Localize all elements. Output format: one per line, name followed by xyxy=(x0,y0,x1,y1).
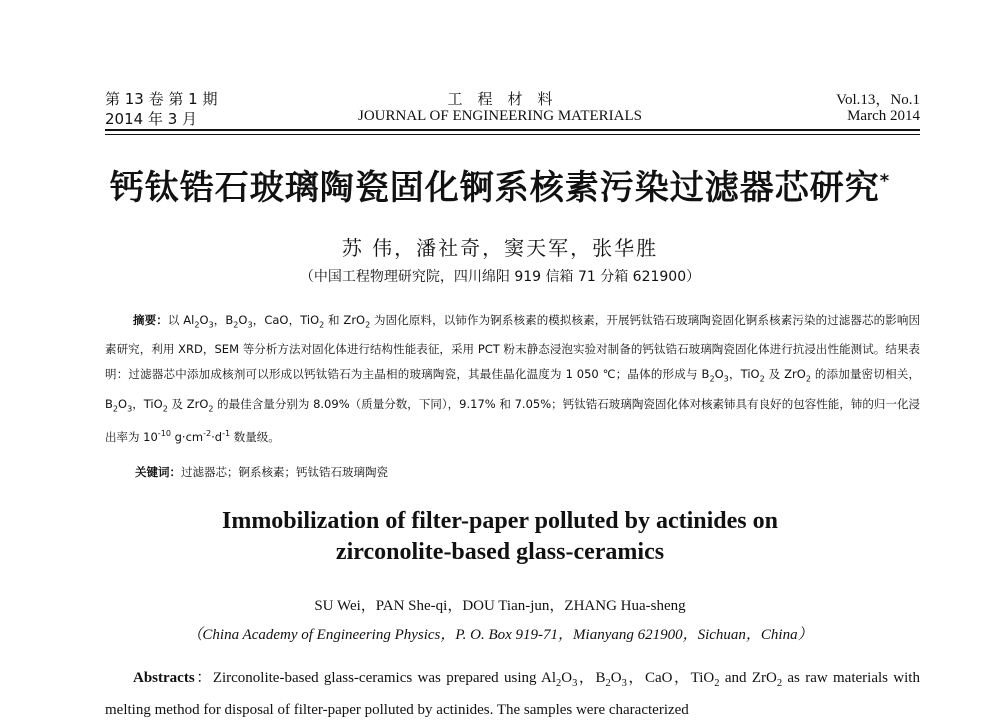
subscript: 2 xyxy=(208,403,214,413)
subscript: 3 xyxy=(572,678,578,689)
subscript: 3 xyxy=(723,374,729,384)
header-date-cn: 2014 年 3 月 xyxy=(105,110,198,128)
abstract-cn xyxy=(105,308,920,450)
abstract-cn-text: ，B xyxy=(213,313,234,327)
abstract-cn-text: ，TiO xyxy=(132,396,163,411)
title-en-line2: zirconolite-based glass-ceramics xyxy=(335,539,665,565)
title-en xyxy=(0,506,1000,568)
keywords-cn-text: 过滤器芯；锕系核素；钙钛锆石玻璃陶瓷 xyxy=(181,465,388,479)
subscript: 2 xyxy=(555,678,562,689)
header-journal-cn: 工 程 材 料 xyxy=(447,90,553,108)
abstract-en-text: as raw materials with melting method for disposal of filter-paper polluted by actinides. The samples were characterized xyxy=(105,670,920,718)
superscript: -10 xyxy=(157,428,171,438)
authors-en: SU Wei，PAN She-qi，DOU Tian-jun，ZHANG Hua-sheng xyxy=(314,598,686,614)
header-volume-en: Vol.13，No.1 xyxy=(836,92,920,108)
abstract-cn-text: ，CaO，TiO xyxy=(252,313,320,327)
superscript: -1 xyxy=(222,428,231,438)
subscript: 2 xyxy=(319,320,325,330)
abstract-cn-text: 为固化原料，以铈作为锕系核素的模拟核素，开展钙钛锆石玻璃陶瓷固化锕系核素污染的过滤器芯的影响因素研究，利用 XRD，SEM 等分析方法对固化体进行结构性能表征，采用 PCT 粉末静态浸泡实验对制备的钙钛锆石玻璃陶瓷固化体进行抗浸出性能测试。结果表明：过滤器芯中添加成核剂可以形成以钙钛锆石为主晶相的玻璃陶瓷，其最佳晶化温度为 1 050 ℃；晶体的形成与 B xyxy=(105,313,921,382)
abstract-cn-text: O xyxy=(118,396,128,411)
abstract-cn-text: 数量级。 xyxy=(230,429,280,444)
header-rule-thin xyxy=(105,134,920,135)
title-cn-footnote-mark: * xyxy=(879,170,891,192)
abstract-en xyxy=(105,665,920,723)
subscript: 2 xyxy=(365,320,371,330)
abstract-cn-text: 的最佳含量分别为 8.09%（质量分数，下同），9.17% 和 7.05%；钙钛锆石玻璃陶瓷固化体对核素铈具有良好的包容性能，铈的归一化浸出率为 10 xyxy=(105,396,920,444)
subscript: 2 xyxy=(233,320,239,330)
abstract-cn-text: 和 ZrO xyxy=(324,313,366,327)
abstract-cn-text: 的添加量密切相关，B xyxy=(105,367,921,411)
abstract-cn-text: 及 ZrO xyxy=(167,396,209,411)
affiliation-cn: （中国工程物理研究院，四川绵阳 919 信箱 71 分箱 621900） xyxy=(299,269,701,285)
abstract-cn-text: O xyxy=(238,313,248,327)
abstract-cn-text: g·cm xyxy=(170,429,204,444)
abstract-cn-label: 摘要： xyxy=(133,313,168,327)
abstract-en-text: ，B xyxy=(577,670,606,686)
subscript: 3 xyxy=(247,320,253,330)
subscript: 3 xyxy=(621,678,627,689)
subscript: 2 xyxy=(759,374,765,384)
keywords-cn xyxy=(135,464,388,480)
abstract-cn-text: O xyxy=(714,367,724,382)
header-journal-en: JOURNAL OF ENGINEERING MATERIALS xyxy=(357,108,643,124)
abstract-en-text: and ZrO xyxy=(719,670,777,686)
title-cn xyxy=(0,160,1000,209)
subscript: 3 xyxy=(127,403,133,413)
title-en-line1: Immobilization of filter-paper polluted by actinides on xyxy=(221,508,778,534)
abstract-cn-text: O xyxy=(199,313,209,327)
title-cn-text: 钙钛锆石玻璃陶瓷固化锕系核素污染过滤器芯研究 xyxy=(109,168,880,208)
header-date-en: March 2014 xyxy=(847,108,920,124)
subscript: 2 xyxy=(194,320,200,330)
subscript: 2 xyxy=(709,374,715,384)
subscript: 2 xyxy=(112,403,119,413)
abstract-cn-text: 以 Al xyxy=(167,313,195,327)
superscript: -2 xyxy=(203,428,212,438)
subscript: 2 xyxy=(776,678,783,689)
abstract-en-text: Zirconolite-based glass-ceramics was prepared using Al xyxy=(212,670,556,686)
subscript: 2 xyxy=(605,678,611,689)
abstract-cn-text: ，TiO xyxy=(728,367,760,382)
header-volume-cn: 第 13 卷 第 1 期 xyxy=(105,90,218,108)
abstract-en-text: ，CaO，TiO xyxy=(626,670,715,686)
abstract-cn-text: 及 ZrO xyxy=(764,367,806,382)
abstract-en-text: ： xyxy=(194,670,213,686)
abstract-en-text: O xyxy=(610,670,622,686)
subscript: 3 xyxy=(208,320,214,330)
subscript: 2 xyxy=(714,678,720,689)
authors-cn: 苏 伟，潘社奇，窦天军，张华胜 xyxy=(341,236,659,260)
subscript: 2 xyxy=(805,374,811,384)
subscript: 2 xyxy=(162,403,168,413)
keywords-cn-label: 关键词： xyxy=(135,465,181,479)
abstract-cn-text: ·d xyxy=(211,429,223,444)
affiliation-en: （China Academy of Engineering Physics，P. O. Box 919-71，Mianyang 621900，Sichuan，China） xyxy=(187,627,813,643)
abstract-en-label: Abstracts xyxy=(133,670,195,686)
abstract-en-text: O xyxy=(561,670,573,686)
header-rule-thick xyxy=(105,129,920,131)
